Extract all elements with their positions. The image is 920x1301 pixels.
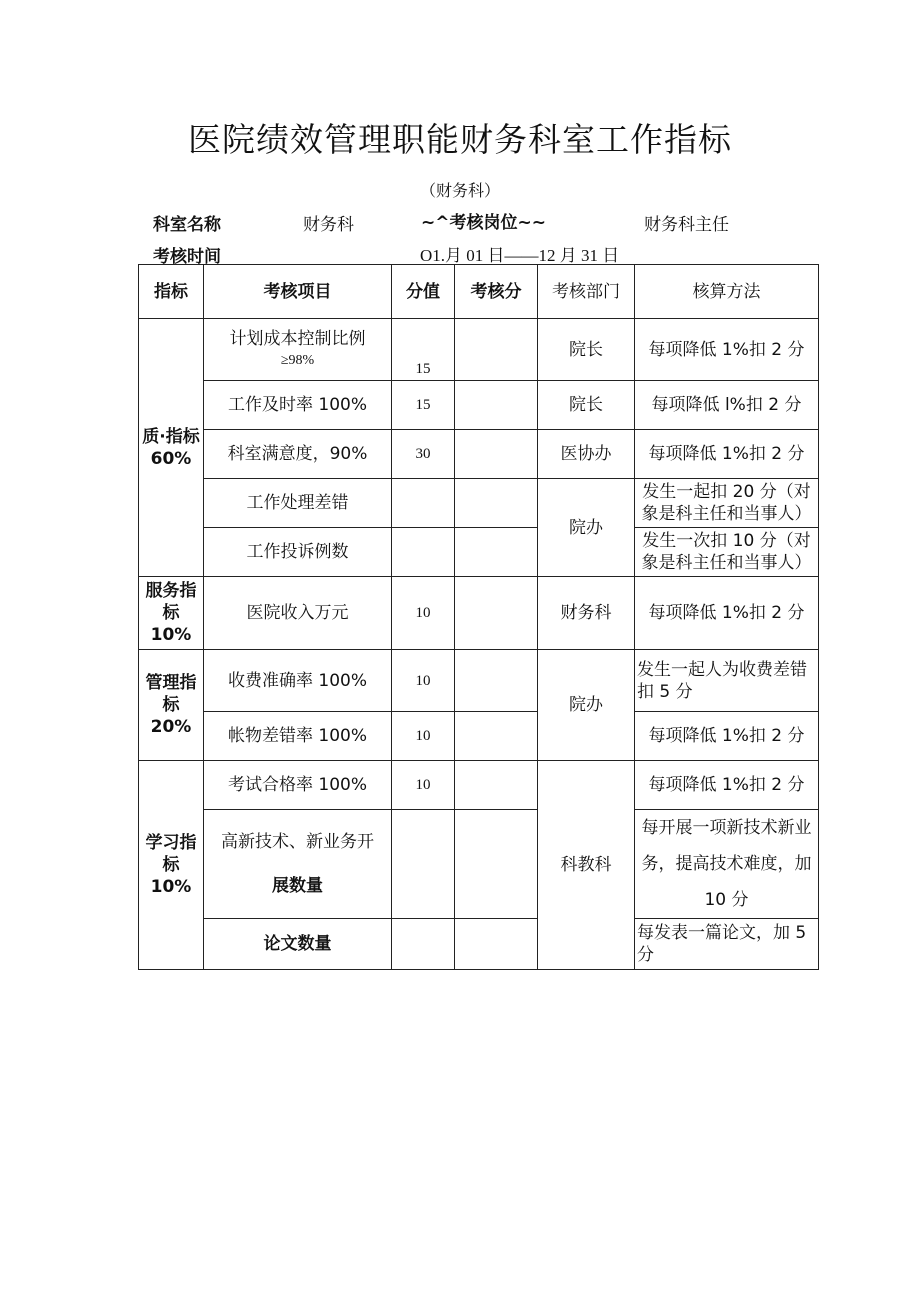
dept-cell: 财务科	[538, 577, 635, 650]
period-label: 考核时间	[153, 247, 221, 267]
kpi-table	[138, 264, 819, 970]
score-cell	[392, 528, 455, 577]
page-title: 医院绩效管理职能财务科室工作指标	[188, 120, 732, 159]
item-cell	[204, 810, 392, 919]
table-row	[139, 528, 819, 577]
dept-cell: 院办	[538, 479, 635, 577]
header-indicator: 指标	[139, 265, 204, 319]
item-cell: 收费准确率 100%	[204, 650, 392, 712]
score-cell	[392, 810, 455, 919]
score-cell: 10	[392, 712, 455, 761]
dept-cell: 院办	[538, 650, 635, 761]
table-row	[139, 761, 819, 810]
assessed-score-cell	[455, 577, 538, 650]
item-cell: 工作处理差错	[204, 479, 392, 528]
item-text: 高新技术、新业务开	[221, 832, 374, 852]
page-subtitle: （财务科）	[419, 181, 500, 200]
category-learning: 学习指标 10%	[139, 761, 204, 970]
method-cell: 每项降低 1%扣 2 分	[635, 319, 819, 381]
item-subtext: ≥98%	[280, 352, 315, 368]
dept-cell: 院长	[538, 319, 635, 381]
post-value: 财务科主任	[644, 215, 729, 235]
table-row	[139, 381, 819, 430]
score-cell: 10	[392, 761, 455, 810]
dept-cell: 科教科	[538, 761, 635, 970]
assessed-score-cell	[455, 479, 538, 528]
item-cell: 科室满意度，90%	[204, 430, 392, 479]
assessed-score-cell	[455, 430, 538, 479]
assessed-score-cell	[455, 712, 538, 761]
table-row	[139, 479, 819, 528]
dept-label: 科室名称	[153, 215, 221, 235]
table-row	[139, 577, 819, 650]
assessed-score-cell	[455, 810, 538, 919]
header-score: 分值	[392, 265, 455, 319]
method-cell: 发生一起人为收费差错扣 5 分	[635, 650, 819, 712]
table-row	[139, 712, 819, 761]
dept-cell: 医协办	[538, 430, 635, 479]
assessed-score-cell	[455, 919, 538, 970]
dept-value: 财务科	[303, 215, 354, 235]
period-value: O1.月 01 日——12 月 31 日	[420, 246, 620, 265]
assessed-score-cell	[455, 761, 538, 810]
assessed-score-cell	[455, 381, 538, 430]
dept-cell: 院长	[538, 381, 635, 430]
item-text: 计划成本控制比例	[229, 328, 366, 349]
item-cell: 考试合格率 100%	[204, 761, 392, 810]
assessed-score-cell	[455, 650, 538, 712]
score-cell	[392, 919, 455, 970]
table-row	[139, 430, 819, 479]
post-label: ~^考核岗位~~	[421, 213, 546, 233]
category-service: 服务指标 10%	[139, 577, 204, 650]
method-cell: 每发表一篇论文，加 5 分	[635, 919, 819, 970]
header-method: 核算方法	[635, 265, 819, 319]
score-cell: 15	[392, 381, 455, 430]
assessed-score-cell	[455, 319, 538, 381]
category-quality: 质·指标 60%	[139, 319, 204, 577]
header-assessed-score: 考核分	[455, 265, 538, 319]
table-row	[139, 650, 819, 712]
item-cell: 工作投诉例数	[204, 528, 392, 577]
item-cell: 医院收入万元	[204, 577, 392, 650]
item-cell: 帐物差错率 100%	[204, 712, 392, 761]
assessed-score-cell	[455, 528, 538, 577]
score-cell	[392, 479, 455, 528]
score-cell: 10	[392, 577, 455, 650]
item-cell	[204, 319, 392, 381]
score-cell: 15	[392, 319, 455, 381]
item-cell: 论文数量	[204, 919, 392, 970]
method-cell: 每项降低 l%扣 2 分	[635, 381, 819, 430]
score-cell: 30	[392, 430, 455, 479]
item-subtext: 展数量	[272, 876, 323, 896]
table-row	[139, 919, 819, 970]
item-cell: 工作及时率 100%	[204, 381, 392, 430]
score-cell: 10	[392, 650, 455, 712]
table-row	[139, 319, 819, 381]
method-cell: 每项降低 1%扣 2 分	[635, 430, 819, 479]
method-cell: 发生一起扣 20 分（对象是科主任和当事人）	[635, 479, 819, 528]
method-cell: 每开展一项新技术新业务，提高技术难度，加 10 分	[635, 810, 819, 919]
method-cell: 每项降低 1%扣 2 分	[635, 761, 819, 810]
method-cell: 每项降低 1%扣 2 分	[635, 712, 819, 761]
category-management: 管理指标 20%	[139, 650, 204, 761]
header-dept: 考核部门	[538, 265, 635, 319]
header-item: 考核项目	[204, 265, 392, 319]
table-row	[139, 810, 819, 919]
method-cell: 每项降低 1%扣 2 分	[635, 577, 819, 650]
method-cell: 发生一次扣 10 分（对象是科主任和当事人）	[635, 528, 819, 577]
table-header-row	[139, 265, 819, 319]
